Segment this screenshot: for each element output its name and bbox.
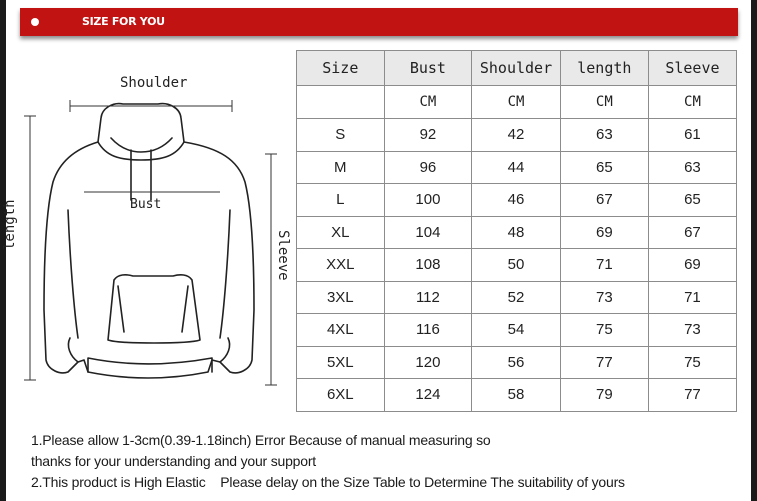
shoulder-cell: 52 xyxy=(472,281,561,314)
size-cell: 5XL xyxy=(297,346,385,379)
size-table xyxy=(296,50,737,412)
length-cell: 79 xyxy=(560,379,648,412)
bust-cell: 96 xyxy=(384,151,472,184)
table-row xyxy=(297,151,737,184)
table-header-row xyxy=(297,51,737,86)
shoulder-label: Shoulder xyxy=(120,75,188,91)
note-line-3: 2.This product is High Elastic Please delay on the Size Table to Determine The suitability of yours xyxy=(31,474,625,490)
units-row xyxy=(297,86,737,119)
sleeve-cell: 75 xyxy=(648,346,736,379)
bust-label: Bust xyxy=(130,197,162,212)
bust-cell: 124 xyxy=(384,379,472,412)
measurement-notes xyxy=(31,430,625,493)
length-cell: 77 xyxy=(560,346,648,379)
unit-cell: CM xyxy=(648,86,736,119)
note-line-1: 1.Please allow 1-3cm(0.39-1.18inch) Error Because of manual measuring so xyxy=(31,432,491,448)
shoulder-cell: 58 xyxy=(472,379,561,412)
header-shoulder: Shoulder xyxy=(472,51,561,86)
header-length: length xyxy=(560,51,648,86)
hoodie-illustration xyxy=(8,60,293,400)
bust-cell: 112 xyxy=(384,281,472,314)
shoulder-cell: 48 xyxy=(472,216,561,249)
sleeve-cell: 73 xyxy=(648,314,736,347)
shoulder-cell: 56 xyxy=(472,346,561,379)
table-row xyxy=(297,314,737,347)
length-cell: 67 xyxy=(560,184,648,217)
bust-cell: 92 xyxy=(384,119,472,152)
length-cell: 73 xyxy=(560,281,648,314)
unit-cell: CM xyxy=(472,86,561,119)
unit-cell: CM xyxy=(384,86,472,119)
sleeve-cell: 61 xyxy=(648,119,736,152)
unit-cell: CM xyxy=(560,86,648,119)
table-row xyxy=(297,346,737,379)
length-cell: 75 xyxy=(560,314,648,347)
table-row xyxy=(297,281,737,314)
sleeve-label: Sleeve xyxy=(275,230,291,281)
length-cell: 71 xyxy=(560,249,648,282)
size-cell: XXL xyxy=(297,249,385,282)
table-row xyxy=(297,184,737,217)
shoulder-cell: 50 xyxy=(472,249,561,282)
sleeve-cell: 67 xyxy=(648,216,736,249)
table-row xyxy=(297,379,737,412)
header-size: Size xyxy=(297,51,385,86)
sleeve-cell: 71 xyxy=(648,281,736,314)
bullet-icon xyxy=(31,18,39,26)
header-bust: Bust xyxy=(384,51,472,86)
shoulder-cell: 46 xyxy=(472,184,561,217)
length-cell: 69 xyxy=(560,216,648,249)
table-row xyxy=(297,119,737,152)
shoulder-cell: 44 xyxy=(472,151,561,184)
banner-title: SIZE FOR YOU xyxy=(82,15,165,28)
length-label: length xyxy=(2,199,18,250)
bust-cell: 120 xyxy=(384,346,472,379)
size-cell: 6XL xyxy=(297,379,385,412)
bust-cell: 116 xyxy=(384,314,472,347)
header-sleeve: Sleeve xyxy=(648,51,736,86)
table-row xyxy=(297,216,737,249)
sleeve-cell: 77 xyxy=(648,379,736,412)
size-cell: L xyxy=(297,184,385,217)
sleeve-cell: 69 xyxy=(648,249,736,282)
section-banner xyxy=(20,8,738,36)
length-cell: 63 xyxy=(560,119,648,152)
bust-cell: 100 xyxy=(384,184,472,217)
size-cell: S xyxy=(297,119,385,152)
length-cell: 65 xyxy=(560,151,648,184)
size-cell: M xyxy=(297,151,385,184)
unit-cell xyxy=(297,86,385,119)
size-cell: 4XL xyxy=(297,314,385,347)
size-cell: 3XL xyxy=(297,281,385,314)
size-cell: XL xyxy=(297,216,385,249)
note-line-2: thanks for your understanding and your support xyxy=(31,453,316,469)
sleeve-cell: 65 xyxy=(648,184,736,217)
sleeve-cell: 63 xyxy=(648,151,736,184)
bust-cell: 104 xyxy=(384,216,472,249)
shoulder-cell: 42 xyxy=(472,119,561,152)
shoulder-cell: 54 xyxy=(472,314,561,347)
bust-cell: 108 xyxy=(384,249,472,282)
table-row xyxy=(297,249,737,282)
